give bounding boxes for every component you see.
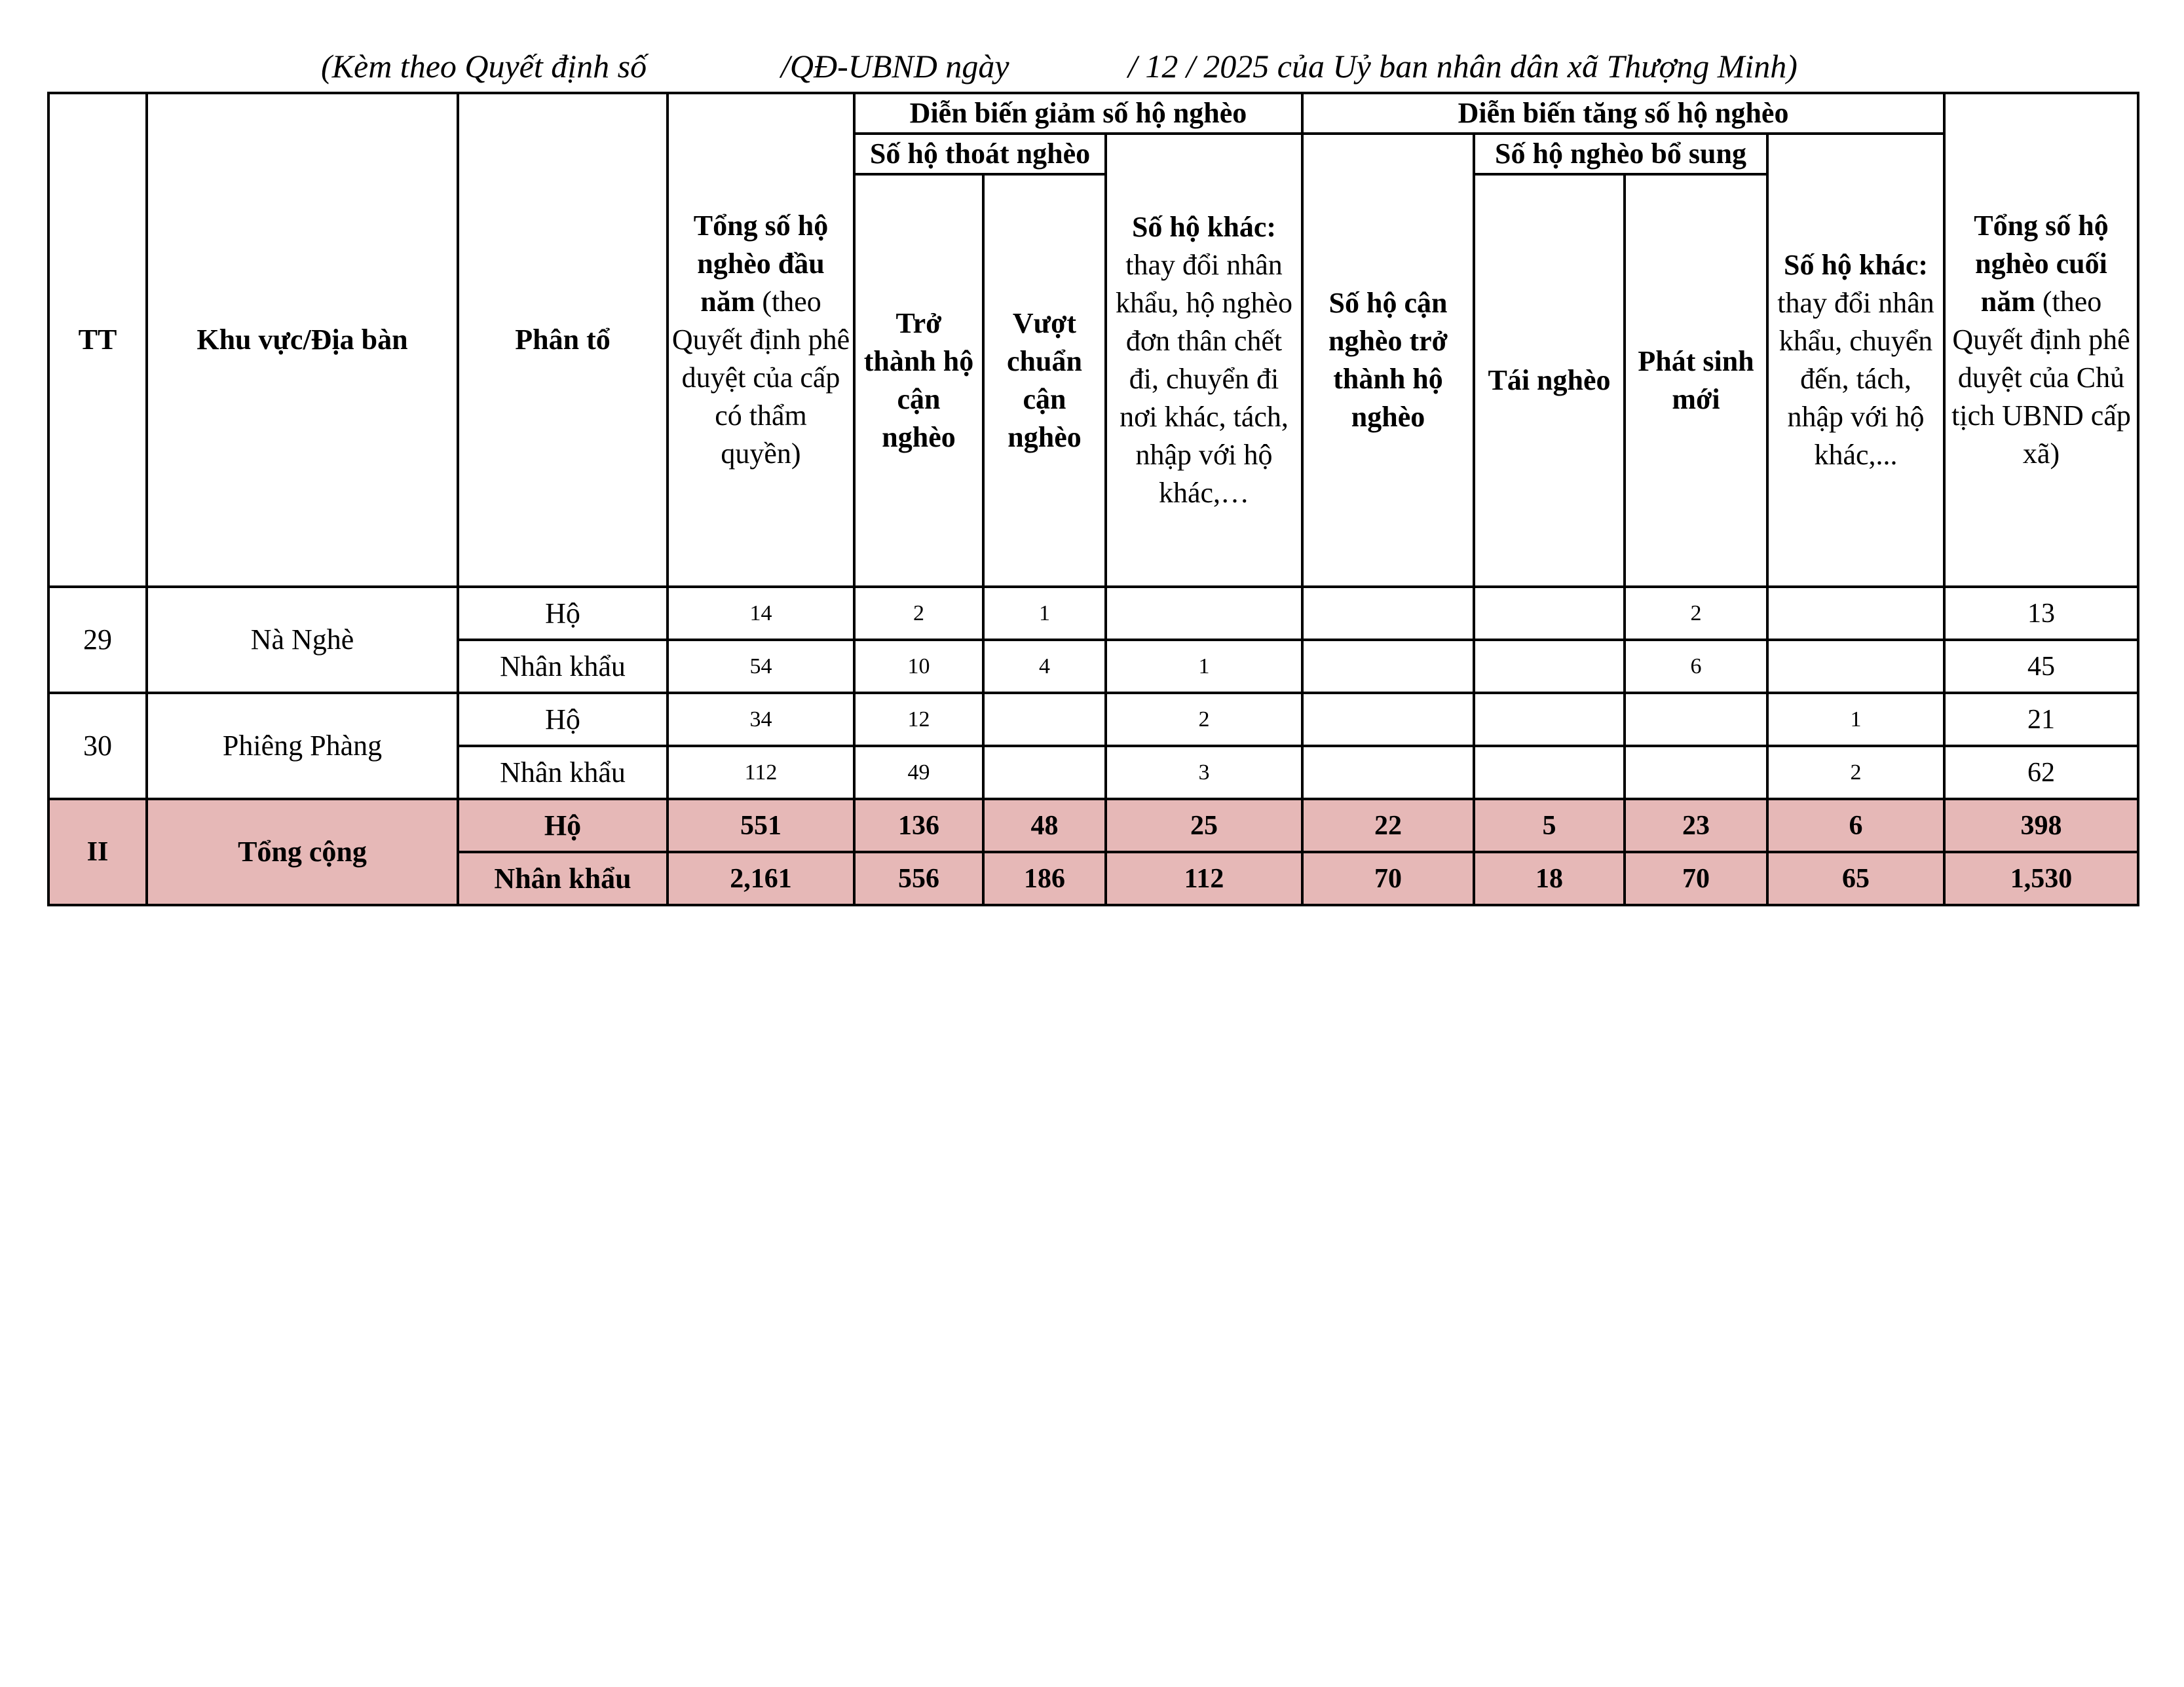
cell-new — [1625, 693, 1767, 746]
caption-part-3: / 12 / 2025 của Uỷ ban nhân dân xã Thượng Minh) — [1128, 48, 1798, 84]
cell-start: 112 — [668, 746, 854, 799]
header-other-increase — [1767, 134, 1944, 587]
total-near-to-poor: 22 — [1302, 799, 1474, 852]
header-other-increase-note: thay đổi nhân khẩu, chuyển đến, tách, nhập với hộ khác,... — [1777, 287, 1934, 471]
row-area: Nà Nghè — [147, 587, 458, 693]
caption-part-1: (Kèm theo Quyết định số — [321, 48, 647, 84]
cell-relapse — [1474, 746, 1625, 799]
total-new: 23 — [1625, 799, 1767, 852]
total-near-poor: 556 — [854, 852, 983, 905]
poverty-report-table — [47, 92, 2139, 906]
header-other-decrease-bold: Số hộ khác: — [1131, 211, 1277, 243]
header-increase-group: Diễn biến tăng số hộ nghèo — [1302, 93, 1944, 134]
cell-near-to-poor — [1302, 746, 1474, 799]
cell-other-increase: 2 — [1767, 746, 1944, 799]
total-breakdown: Nhân khẩu — [458, 852, 668, 905]
cell-relapse — [1474, 693, 1625, 746]
cell-other-decrease: 3 — [1106, 746, 1302, 799]
cell-relapse — [1474, 587, 1625, 640]
cell-near-to-poor — [1302, 693, 1474, 746]
row-tt: 29 — [48, 587, 147, 693]
header-breakdown: Phân tổ — [458, 93, 668, 587]
cell-start: 14 — [668, 587, 854, 640]
document-caption — [0, 47, 2184, 93]
header-tt: TT — [48, 93, 147, 587]
header-other-decrease — [1106, 134, 1302, 587]
row-breakdown: Hộ — [458, 693, 668, 746]
header-decrease-group: Diễn biến giảm số hộ nghèo — [854, 93, 1302, 134]
total-tt: II — [48, 799, 147, 905]
row-breakdown: Hộ — [458, 587, 668, 640]
cell-other-decrease — [1106, 587, 1302, 640]
cell-new — [1625, 746, 1767, 799]
total-above: 186 — [983, 852, 1106, 905]
header-other-decrease-note: thay đổi nhân khẩu, hộ nghèo đơn thân chết đi, chuyển đi nơi khác, tách, nhập với hộ khác,… — [1115, 249, 1293, 509]
header-start-bold: Tổng số hộ nghèo đầu năm — [693, 210, 829, 318]
cell-end: 45 — [1944, 640, 2138, 693]
total-relapse: 5 — [1474, 799, 1625, 852]
total-end: 398 — [1944, 799, 2138, 852]
header-near-poor: Trở thành hộ cận nghèo — [854, 174, 983, 587]
header-start-note: (theo Quyết định phê duyệt của cấp có thẩm quyền) — [671, 286, 850, 470]
cell-above: 1 — [983, 587, 1106, 640]
cell-start: 34 — [668, 693, 854, 746]
cell-start: 54 — [668, 640, 854, 693]
cell-relapse — [1474, 640, 1625, 693]
total-relapse: 18 — [1474, 852, 1625, 905]
header-other-increase-bold: Số hộ khác: — [1783, 249, 1929, 281]
cell-above: 4 — [983, 640, 1106, 693]
header-relapse: Tái nghèo — [1474, 174, 1625, 587]
header-additional-group: Số hộ nghèo bổ sung — [1474, 134, 1767, 174]
header-area: Khu vực/Địa bàn — [147, 93, 458, 587]
total-start: 551 — [668, 799, 854, 852]
cell-other-increase: 1 — [1767, 693, 1944, 746]
cell-near-poor: 12 — [854, 693, 983, 746]
header-end-bold: Tổng số hộ nghèo cuối năm — [1974, 210, 2109, 318]
total-end: 1,530 — [1944, 852, 2138, 905]
total-above: 48 — [983, 799, 1106, 852]
header-end-note: (theo Quyết định phê duyệt của Chủ tịch UBND cấp xã) — [1951, 286, 2131, 470]
cell-other-decrease: 2 — [1106, 693, 1302, 746]
cell-new: 6 — [1625, 640, 1767, 693]
total-new: 70 — [1625, 852, 1767, 905]
row-tt: 30 — [48, 693, 147, 799]
header-new: Phát sinh mới — [1625, 174, 1767, 587]
header-escape-group: Số hộ thoát nghèo — [854, 134, 1106, 174]
total-other-increase: 65 — [1767, 852, 1944, 905]
cell-near-poor: 2 — [854, 587, 983, 640]
cell-above — [983, 693, 1106, 746]
cell-end: 62 — [1944, 746, 2138, 799]
cell-near-poor: 10 — [854, 640, 983, 693]
header-above-threshold: Vượt chuẩn cận nghèo — [983, 174, 1106, 587]
total-other-increase: 6 — [1767, 799, 1944, 852]
header-end-of-year — [1944, 93, 2138, 587]
cell-end: 21 — [1944, 693, 2138, 746]
row-breakdown: Nhân khẩu — [458, 640, 668, 693]
cell-other-decrease: 1 — [1106, 640, 1302, 693]
header-near-poor-to-poor: Số hộ cận nghèo trở thành hộ nghèo — [1302, 134, 1474, 587]
row-area: Phiêng Phàng — [147, 693, 458, 799]
table-row — [48, 587, 2138, 640]
total-row — [48, 799, 2138, 852]
cell-near-to-poor — [1302, 640, 1474, 693]
total-start: 2,161 — [668, 852, 854, 905]
cell-new: 2 — [1625, 587, 1767, 640]
caption-part-2: /QĐ-UBND ngày — [781, 48, 1009, 84]
header-start-of-year — [668, 93, 854, 587]
total-near-poor: 136 — [854, 799, 983, 852]
cell-other-increase — [1767, 640, 1944, 693]
cell-end: 13 — [1944, 587, 2138, 640]
cell-above — [983, 746, 1106, 799]
cell-near-poor: 49 — [854, 746, 983, 799]
total-area: Tổng cộng — [147, 799, 458, 905]
cell-other-increase — [1767, 587, 1944, 640]
total-other-decrease: 112 — [1106, 852, 1302, 905]
row-breakdown: Nhân khẩu — [458, 746, 668, 799]
total-breakdown: Hộ — [458, 799, 668, 852]
total-near-to-poor: 70 — [1302, 852, 1474, 905]
table-row — [48, 693, 2138, 746]
cell-near-to-poor — [1302, 587, 1474, 640]
total-other-decrease: 25 — [1106, 799, 1302, 852]
